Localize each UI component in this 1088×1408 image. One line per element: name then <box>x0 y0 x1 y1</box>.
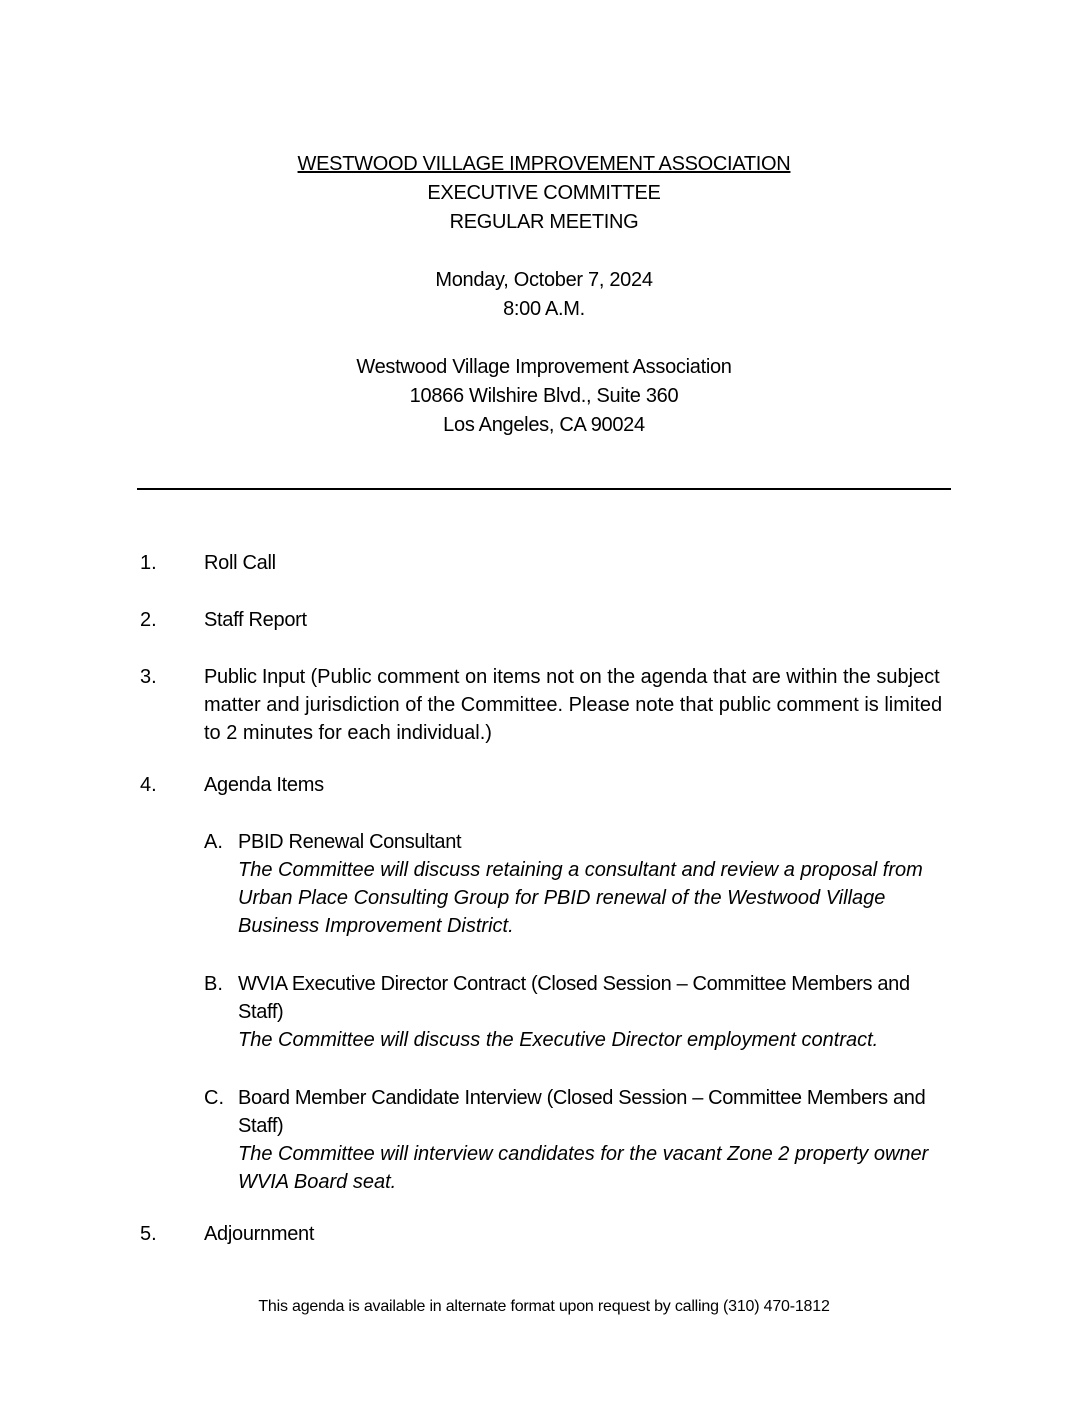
agenda-subitem-title: PBID Renewal Consultant <box>238 831 462 853</box>
venue-city: Los Angeles, CA 90024 <box>443 414 645 436</box>
agenda-subitem-description: The Committee will discuss the Executive Director employment contract. <box>238 1029 879 1051</box>
agenda-item <box>140 771 950 799</box>
agenda-item-title: Roll Call <box>204 552 276 574</box>
agenda-item-title: Adjournment <box>204 1223 315 1245</box>
agenda-item-number: 5. <box>140 1223 157 1245</box>
meeting-type: REGULAR MEETING <box>449 211 639 233</box>
organization-title: WESTWOOD VILLAGE IMPROVEMENT ASSOCIATION <box>297 153 791 175</box>
agenda-subitem-title: WVIA Executive Director Contract (Closed Session – Committee Members and Staff) <box>238 973 910 1023</box>
committee-title: EXECUTIVE COMMITTEE <box>427 182 661 204</box>
accessibility-footer-note: This agenda is available in alternate format upon request by calling (310) 470-1812 <box>258 1298 830 1315</box>
venue-name: Westwood Village Improvement Association <box>356 356 732 378</box>
agenda-item-title: Public Input <box>204 666 305 688</box>
agenda-subitem-title: Board Member Candidate Interview (Closed Session – Committee Members and Staff) <box>238 1087 926 1137</box>
agenda-item-title: Agenda Items <box>204 774 324 796</box>
agenda-subitem <box>204 970 954 1054</box>
agenda-item-number: 1. <box>140 552 157 574</box>
agenda-subitem-letter: A. <box>204 831 223 853</box>
meeting-date: Monday, October 7, 2024 <box>435 269 653 291</box>
meeting-venue <box>0 353 1088 440</box>
header-divider <box>137 488 951 490</box>
agenda-item <box>140 663 950 747</box>
agenda-item <box>140 549 950 577</box>
agenda-item-title: Staff Report <box>204 609 307 631</box>
agenda-subitem-letter: C. <box>204 1087 224 1109</box>
agenda-subitem-description: The Committee will interview candidates for the vacant Zone 2 property owner WVIA Board seat. <box>238 1143 929 1193</box>
agenda-header <box>0 150 1088 440</box>
venue-address: 10866 Wilshire Blvd., Suite 360 <box>409 385 679 407</box>
agenda-item-number: 3. <box>140 666 157 688</box>
agenda-subitem-letter: B. <box>204 973 223 995</box>
agenda-item-description: (Public comment on items not on the agenda that are within the subject matter and jurisdiction of the Committee. Please note that public comment is limited to 2 minutes for each individual.) <box>204 666 943 744</box>
agenda-item <box>140 606 950 634</box>
meeting-time: 8:00 A.M. <box>503 298 585 320</box>
agenda-subitem-description: The Committee will discuss retaining a consultant and review a proposal from Urban Place Consulting Group for PBID renewal of the Westwood Village Business Improvement District. <box>238 859 923 937</box>
agenda-subitem <box>204 1084 954 1196</box>
agenda-item-number: 4. <box>140 774 157 796</box>
meeting-datetime <box>0 266 1088 324</box>
agenda-item-number: 2. <box>140 609 157 631</box>
agenda-subitem <box>204 828 954 940</box>
agenda-item <box>140 1220 950 1248</box>
